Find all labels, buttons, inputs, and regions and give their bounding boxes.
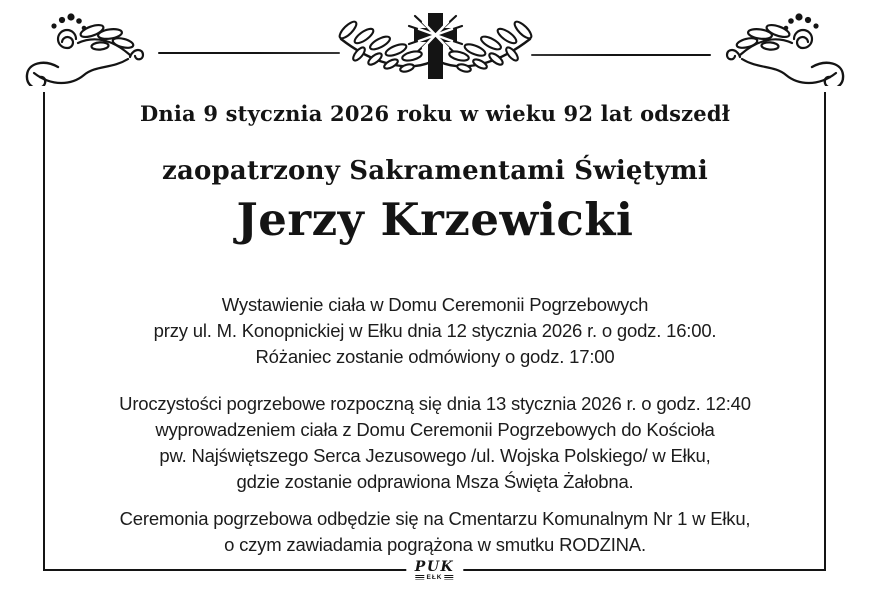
- floral-flourish-right-icon: [706, 12, 846, 86]
- text-line: Różaniec zostanie odmówiony o godz. 17:00: [255, 346, 615, 367]
- text-line: pw. Najświętszego Serca Jezusowego /ul. Wojska Polskiego/ w Ełku,: [159, 445, 711, 466]
- logo-brand: PUK: [414, 558, 455, 575]
- cross-with-laurel-icon: [335, 4, 536, 92]
- logo-city-row: [415, 575, 454, 582]
- logo-bars-left-icon: [416, 575, 425, 580]
- text-line: gdzie zostanie odprawiona Msza Święta Żałobna.: [236, 471, 634, 492]
- text-line: o czym zawiadamia pogrążona w smutku RODZINA.: [224, 534, 646, 555]
- logo-city: EŁK: [426, 573, 443, 581]
- text-line: przy ul. M. Konopnickiej w Ełku dnia 12 stycznia 2026 r. o godz. 16:00.: [153, 320, 717, 341]
- wake-details: [0, 292, 870, 370]
- text-line: wyprowadzeniem ciała z Domu Ceremonii Pogrzebowych do Kościoła: [155, 419, 715, 440]
- floral-flourish-left-icon: [24, 12, 164, 86]
- header-rule-right: [531, 54, 711, 56]
- burial-details: [0, 506, 870, 558]
- sacrament-line: zaopatrzony Sakramentami Świętymi: [162, 156, 708, 186]
- intro-line: Dnia 9 stycznia 2026 roku w wieku 92 lat odszedł: [139, 101, 731, 126]
- logo-bars-right-icon: [445, 575, 454, 580]
- funeral-details: [0, 391, 870, 495]
- deceased-name: Jerzy Krzewicki: [236, 193, 634, 246]
- funeral-home-logo: [406, 560, 463, 582]
- text-line: Uroczystości pogrzebowe rozpoczną się dnia 13 stycznia 2026 r. o godz. 12:40: [119, 393, 751, 414]
- text-line: Wystawienie ciała w Domu Ceremonii Pogrzebowych: [221, 294, 649, 315]
- header-rule-left: [158, 52, 340, 54]
- text-line: Ceremonia pogrzebowa odbędzie się na Cmentarzu Komunalnym Nr 1 w Ełku,: [119, 508, 751, 529]
